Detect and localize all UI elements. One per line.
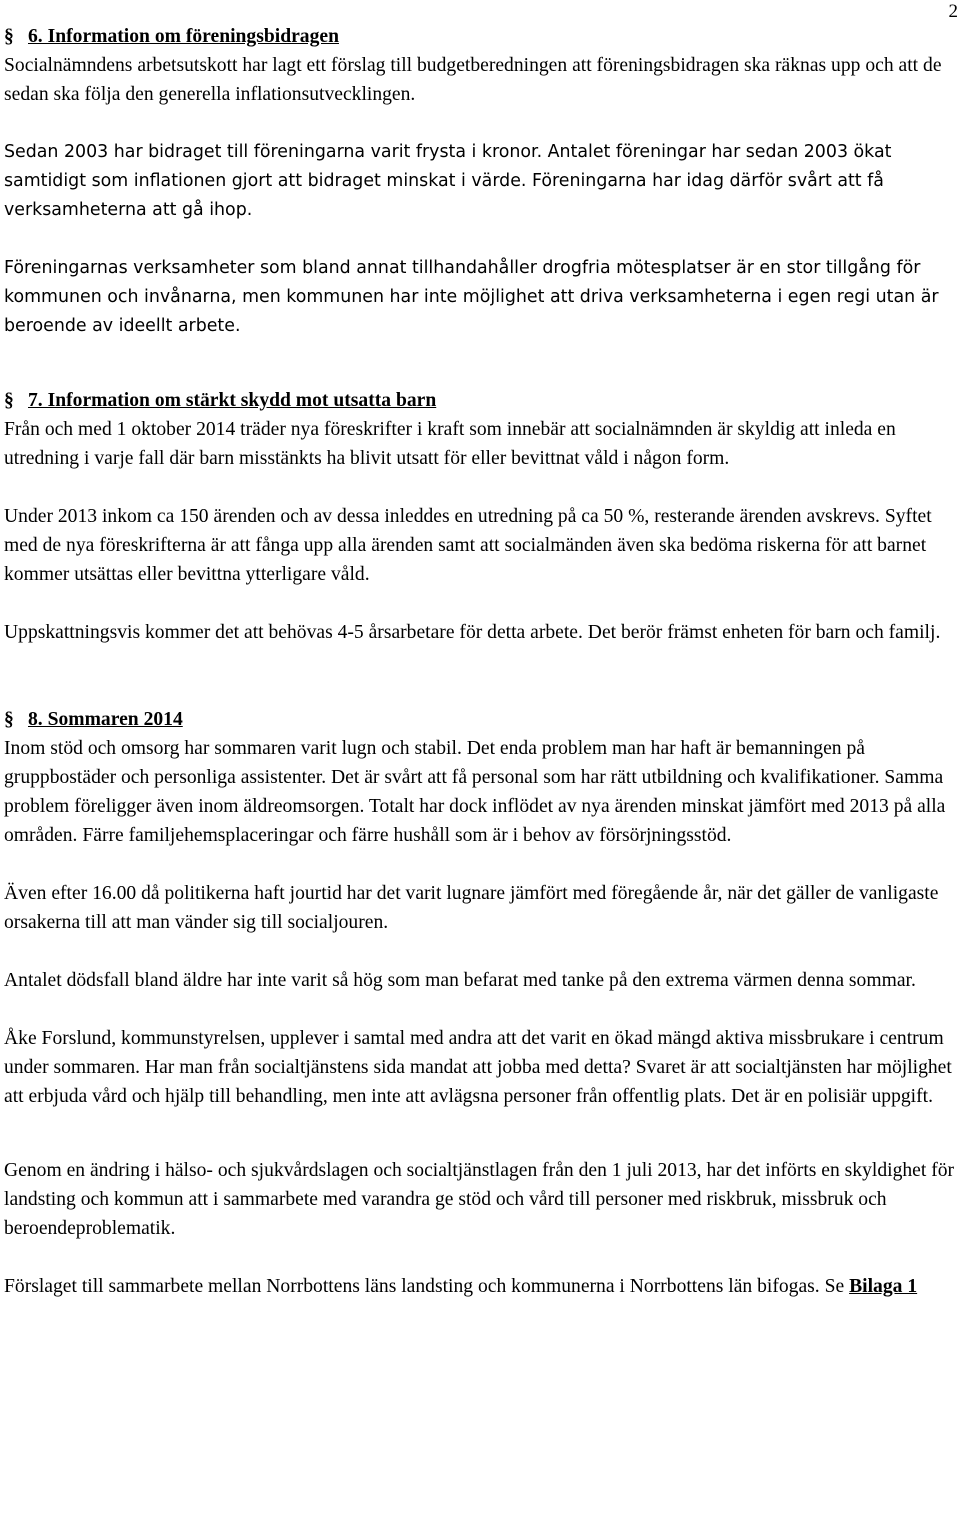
section-8-paragraph-5: Genom en ändring i hälso- och sjukvårdslagen och socialtjänstlagen från den 1 juli 2013, har det införts en skyldighet för landsting och kommun att i sammarbete med varandra ge stöd och vård till personer med riskbruk, missbruk och beroendeproblematik. (4, 1160, 955, 1239)
section-8-paragraph-4: Åke Forslund, kommunstyrelsen, upplever i samtal med andra att det varit en ökad mängd aktiva missbrukare i centrum under sommaren. Har man från socialtjänstens sida mandat att jobba med detta? Svaret är att socialtjänsten har möjlighet att erbjuda vård och hjälp till behandling, men inte att avlägsna personer från offentlig plats. Det är en polisiär uppgift. (4, 1028, 952, 1107)
section-6-paragraph-2: Sedan 2003 har bidraget till föreningarna varit frysta i kronor. Antalet föreningar har sedan 2003 ökat samtidigt som inflationen gjort att bidraget minskat i värde. Föreningarna har idag därför svårt att få verksamheterna att gå ihop. (4, 142, 892, 220)
section-8-paragraph-1: Inom stöd och omsorg har sommaren varit lugn och stabil. Det enda problem man har haft är bemanningen på gruppbostäder och personliga assistenter. Det är svårt att få personal som har rätt utbildning och kvalifikationer. Samma problem föreligger även inom äldreomsorgen. Totalt har dock inflödet av nya ärenden minskat jämfört med 2013 på alla områden. Färre familjehemsplaceringar och färre hushåll som är i behov av försörjningsstöd. (4, 738, 946, 846)
section-6-title: 6. Information om föreningsbidragen (28, 26, 339, 47)
section-7 (4, 386, 956, 647)
page-number: 2 (948, 1, 958, 22)
section-6 (4, 22, 956, 341)
appendix-link[interactable]: Bilaga 1 (849, 1276, 918, 1297)
document-page (4, 22, 956, 1301)
section-6-paragraph-1: Socialnämndens arbetsutskott har lagt ett förslag till budgetberedningen att föreningsbidragen ska räknas upp och att de sedan ska följa den generella inflationsutvecklingen. (4, 55, 942, 105)
section-sign: § (4, 26, 14, 47)
section-8-paragraph-6 (4, 1272, 956, 1301)
section-8-paragraph-3: Antalet dödsfall bland äldre har inte varit så hög som man befarat med tanke på den extrema värmen denna sommar. (4, 970, 916, 991)
section-7-paragraph-1: Från och med 1 oktober 2014 träder nya föreskrifter i kraft som innebär att socialnämnden är skyldig att inleda en utredning i varje fall där barn misstänkts ha blivit utsatt för eller bevittnat våld i någon form. (4, 419, 896, 469)
section-7-title: 7. Information om stärkt skydd mot utsatta barn (28, 390, 437, 411)
section-sign: § (4, 390, 14, 411)
section-8-title: 8. Sommaren 2014 (28, 709, 183, 730)
paragraph-text: Förslaget till sammarbete mellan Norrbottens läns landsting och kommunerna i Norrbottens län bifogas. Se (4, 1276, 850, 1297)
section-sign: § (4, 709, 14, 730)
section-6-heading (4, 22, 956, 51)
section-7-paragraph-3: Uppskattningsvis kommer det att behövas 4-5 årsarbetare för detta arbete. Det berör främst enheten för barn och familj. (4, 622, 941, 643)
section-7-heading (4, 386, 956, 415)
section-7-paragraph-2: Under 2013 inkom ca 150 ärenden och av dessa inleddes en utredning på ca 50 %, resterande ärenden avskrevs. Syftet med de nya föreskrifterna är att fånga upp alla ärenden samt att socialmänden även ska bedöma riskerna för att barnet kommer utsättas eller bevittna ytterligare våld. (4, 506, 932, 585)
section-8 (4, 705, 956, 1301)
section-6-paragraph-3: Föreningarnas verksamheter som bland annat tillhandahåller drogfria mötesplatser är en stor tillgång för kommunen och invånarna, men kommunen har inte möjlighet att driva verksamheterna i egen regi utan är beroende av ideellt arbete. (4, 258, 939, 336)
section-8-heading (4, 705, 956, 734)
section-8-paragraph-2: Även efter 16.00 då politikerna haft jourtid har det varit lugnare jämfört med föregående år, när det gäller de vanligaste orsakerna till att man vänder sig till socialjouren. (4, 883, 939, 933)
